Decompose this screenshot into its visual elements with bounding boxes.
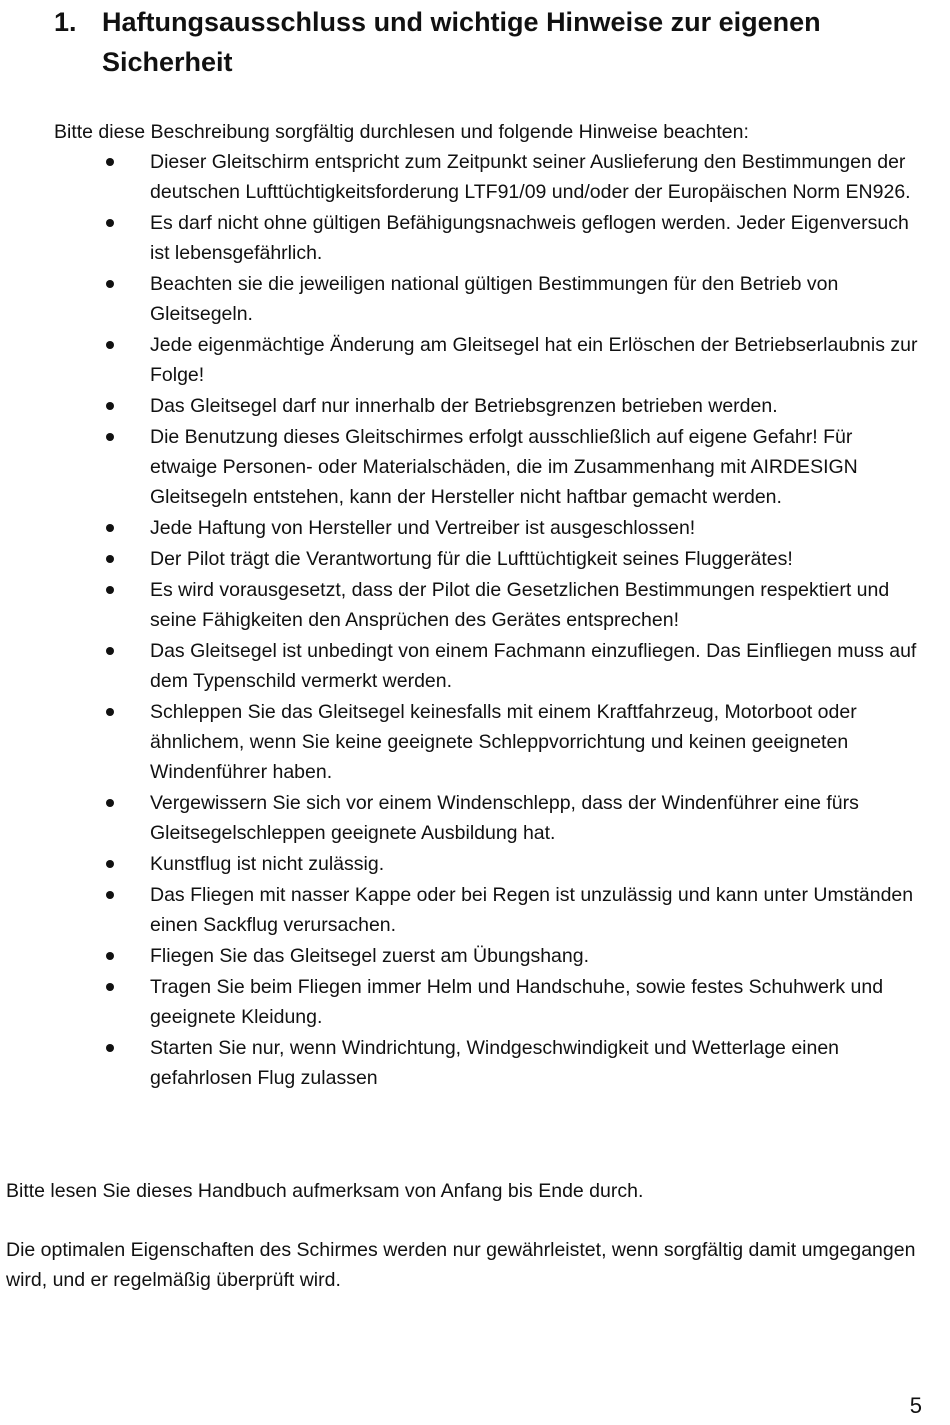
maintenance-advice-paragraph: Die optimalen Eigenschaften des Schirmes werden nur gewährleistet, wenn sorgfältig damit umgegangen wird, und er regelmäßig überprüft wird. (6, 1239, 916, 1291)
list-item (150, 697, 920, 787)
list-item (150, 575, 920, 635)
bullet-icon (106, 524, 114, 532)
page-number: 5 (909, 1393, 922, 1418)
list-item-text: Fliegen Sie das Gleitsegel zuerst am Übungshang. (150, 945, 589, 967)
list-item (150, 391, 920, 421)
list-item (150, 513, 920, 543)
list-item-text: Jede eigenmächtige Änderung am Gleitsegel hat ein Erlöschen der Betriebserlaubnis zur Folge! (150, 334, 918, 386)
bullet-icon (106, 433, 114, 441)
section-number: 1. (54, 7, 77, 37)
list-item (150, 941, 920, 971)
reading-advice-paragraph: Bitte lesen Sie dieses Handbuch aufmerksam von Anfang bis Ende durch. (6, 1180, 644, 1202)
bullet-icon (106, 402, 114, 410)
bullet-icon (106, 952, 114, 960)
list-item (150, 147, 920, 207)
list-item-text: Vergewissern Sie sich vor einem Windenschlepp, dass der Windenführer eine fürs Gleitsegelschleppen geeignete Ausbildung hat. (150, 792, 859, 844)
section-heading (54, 2, 914, 82)
list-item (150, 330, 920, 390)
list-item (150, 788, 920, 848)
list-item-text: Das Fliegen mit nasser Kappe oder bei Regen ist unzulässig und kann unter Umständen einen Sackflug verursachen. (150, 884, 914, 936)
bullet-icon (106, 219, 114, 227)
list-item-text: Dieser Gleitschirm entspricht zum Zeitpunkt seiner Auslieferung den Bestimmungen der deutschen Lufttüchtigkeitsforderung LTF91/09 und/oder der Europäischen Norm EN926. (150, 151, 911, 203)
list-item (150, 422, 920, 512)
list-item (150, 269, 920, 329)
bullet-icon (106, 891, 114, 899)
bullet-icon (106, 341, 114, 349)
list-item-text: Es darf nicht ohne gültigen Befähigungsnachweis geflogen werden. Jeder Eigenversuch ist lebensgefährlich. (150, 212, 909, 264)
list-item (150, 880, 920, 940)
list-item (150, 972, 920, 1032)
list-item-text: Starten Sie nur, wenn Windrichtung, Windgeschwindigkeit und Wetterlage einen gefahrlosen Flug zulassen (150, 1037, 840, 1089)
list-item (150, 1033, 920, 1093)
bullet-icon (106, 647, 114, 655)
list-item-text: Beachten sie die jeweiligen national gültigen Bestimmungen für den Betrieb von Gleitsegeln. (150, 273, 839, 325)
list-item-text: Das Gleitsegel darf nur innerhalb der Betriebsgrenzen betrieben werden. (150, 395, 778, 417)
bullet-icon (106, 1044, 114, 1052)
intro-text: Bitte diese Beschreibung sorgfältig durchlesen und folgende Hinweise beachten: (54, 121, 749, 143)
list-item-text: Jede Haftung von Hersteller und Vertreiber ist ausgeschlossen! (150, 517, 696, 539)
list-item (150, 544, 920, 574)
list-item-text: Kunstflug ist nicht zulässig. (150, 853, 385, 875)
list-item (150, 849, 920, 879)
bullet-icon (106, 555, 114, 563)
bullet-icon (106, 586, 114, 594)
bullet-icon (106, 983, 114, 991)
safety-notice-list (150, 147, 920, 1094)
bullet-icon (106, 158, 114, 166)
list-item (150, 636, 920, 696)
section-title: Haftungsausschluss und wichtige Hinweise zur eigenen Sicherheit (102, 7, 821, 77)
bullet-icon (106, 860, 114, 868)
list-item-text: Tragen Sie beim Fliegen immer Helm und Handschuhe, sowie festes Schuhwerk und geeignete Kleidung. (150, 976, 884, 1028)
list-item-text: Es wird vorausgesetzt, dass der Pilot die Gesetzlichen Bestimmungen respektiert und seine Fähigkeiten den Ansprüchen des Gerätes entsprechen! (150, 579, 890, 631)
list-item-text: Schleppen Sie das Gleitsegel keinesfalls mit einem Kraftfahrzeug, Motorboot oder ähnlichem, wenn Sie keine geeignete Schleppvorrichtung und keinen geeigneten Windenführer haben. (150, 701, 857, 783)
list-item-text: Die Benutzung dieses Gleitschirmes erfolgt ausschließlich auf eigene Gefahr! Für etwaige Personen- oder Materialschäden, die im Zusammenhang mit AIRDESIGN Gleitsegeln entstehen, kann der Hersteller nicht haftbar gemacht werden. (150, 426, 858, 508)
bullet-icon (106, 799, 114, 807)
list-item (150, 208, 920, 268)
bullet-icon (106, 280, 114, 288)
list-item-text: Der Pilot trägt die Verantwortung für die Lufttüchtigkeit seines Fluggerätes! (150, 548, 793, 570)
list-item-text: Das Gleitsegel ist unbedingt von einem Fachmann einzufliegen. Das Einfliegen muss auf dem Typenschild vermerkt werden. (150, 640, 917, 692)
bullet-icon (106, 708, 114, 716)
